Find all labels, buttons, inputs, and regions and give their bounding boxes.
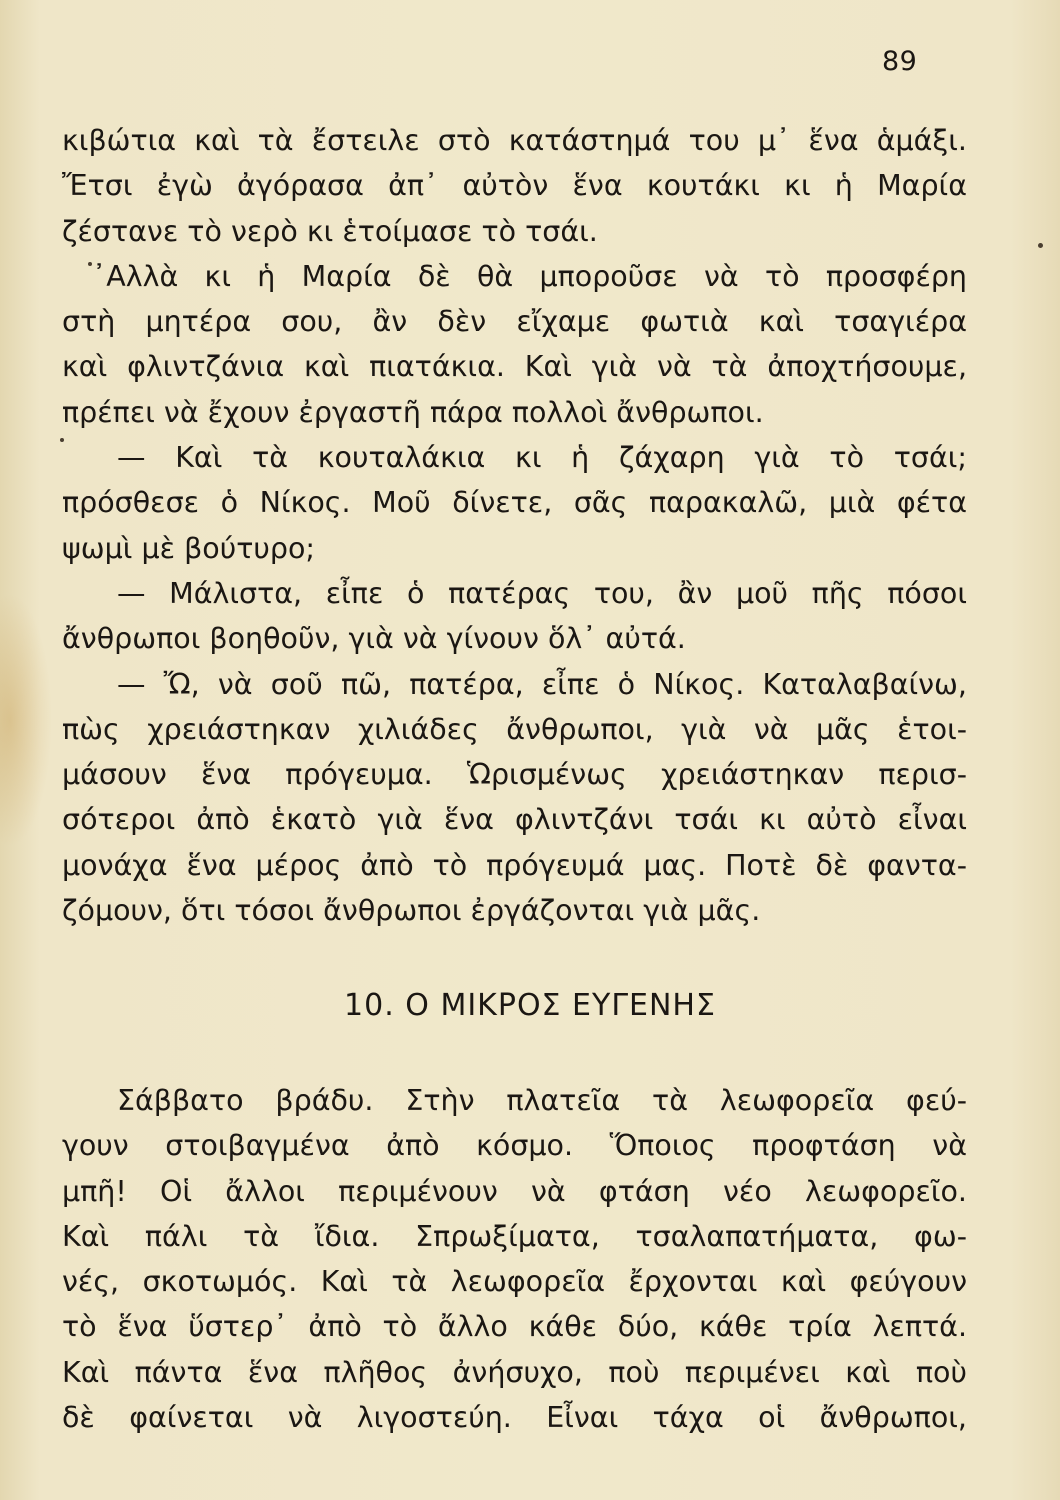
text-line: μονάχα ἕνα μέρος ἀπὸ τὸ πρόγευμά μας. Ποτὲ δὲ φαντα- <box>62 848 967 882</box>
text-line: καὶ φλιντζάνια καὶ πιατάκια. Καὶ γιὰ νὰ τὰ ἀποχτήσουμε, <box>62 350 967 384</box>
text-line: ζόμουν, ὅτι τόσοι ἄνθρωποι ἐργάζονται γιὰ μᾶς. <box>62 894 761 928</box>
text-line: ζέστανε τὸ νερὸ κι ἑτοίμασε τὸ τσάι. <box>62 214 598 248</box>
text-line: πρόσθεσε ὁ Νίκος. Μοῦ δίνετε, σᾶς παρακαλῶ, μιὰ φέτα <box>62 486 967 520</box>
text-block-chapter <box>62 1078 967 1440</box>
speck-mark <box>1038 243 1043 248</box>
text-block-continuation <box>62 118 967 933</box>
text-line: νές, σκοτωμός. Καὶ τὰ λεωφορεῖα ἔρχονται καὶ φεύγουν <box>62 1265 967 1299</box>
text-line: — Ὤ, νὰ σοῦ πῶ, πατέρα, εἶπε ὁ Νίκος. Καταλαβαίνω, <box>117 667 967 701</box>
text-line: δὲ φαίνεται νὰ λιγοστεύη. Εἶναι τάχα οἱ ἄνθρωποι, <box>62 1401 967 1435</box>
speck-mark <box>88 262 92 266</box>
text-line: στὴ μητέρα σου, ἂν δὲν εἴχαμε φωτιὰ καὶ τσαγιέρα <box>62 305 967 339</box>
text-line: Ἔτσι ἐγὼ ἀγόρασα ἀπ᾽ αὐτὸν ἕνα κουτάκι κι ἡ Μαρία <box>62 169 967 203</box>
text-line: σότεροι ἀπὸ ἑκατὸ γιὰ ἕνα φλιντζάνι τσάι κι αὐτὸ εἶναι <box>62 803 967 837</box>
text-line: Καὶ πάλι τὰ ἴδια. Σπρωξίματα, τσαλαπατήματα, φω- <box>62 1219 967 1253</box>
text-line: κιβώτια καὶ τὰ ἔστειλε στὸ κατάστημά του μ᾽ ἕνα ἁμάξι. <box>62 124 967 157</box>
chapter-heading: 10. Ο ΜΙΚΡΟΣ ΕΥΓΕΝΗΣ <box>344 988 716 1023</box>
text-line: μάσουν ἕνα πρόγευμα. Ὡρισμένως χρειάστηκαν περισ- <box>62 758 967 792</box>
text-line: μπῆ! Οἱ ἄλλοι περιμένουν νὰ φτάση νέο λεωφορεῖο. <box>62 1174 967 1208</box>
text-line: ψωμὶ μὲ βούτυρο; <box>62 531 315 565</box>
text-line: γουν στοιβαγμένα ἀπὸ κόσμο. Ὅποιος προφτάση νὰ <box>62 1129 967 1163</box>
text-line: τὸ ἕνα ὕστερ᾽ ἀπὸ τὸ ἄλλο κάθε δύο, κάθε τρία λεπτά. <box>62 1310 967 1344</box>
speck-mark <box>60 438 64 442</box>
text-line: — Καὶ τὰ κουταλάκια κι ἡ ζάχαρη γιὰ τὸ τσάι; <box>117 441 967 475</box>
text-line: πὼς χρειάστηκαν χιλιάδες ἄνθρωποι, γιὰ νὰ μᾶς ἑτοι- <box>62 712 967 746</box>
text-line: Καὶ πάντα ἕνα πλῆθος ἀνήσυχο, ποὺ περιμένει καὶ ποὺ <box>62 1355 967 1389</box>
text-line: Σάββατο βράδυ. Στὴν πλατεῖα τὰ λεωφορεῖα φεύ- <box>117 1084 967 1117</box>
text-line: — Μάλιστα, εἶπε ὁ πατέρας του, ἂν μοῦ πῆς πόσοι <box>117 576 967 610</box>
text-line: ἄνθρωποι βοηθοῦν, γιὰ νὰ γίνουν ὅλ᾽ αὐτά. <box>62 622 686 656</box>
page-number: 89 <box>882 46 918 77</box>
text-line: ᾽Αλλὰ κι ἡ Μαρία δὲ θὰ μποροῦσε νὰ τὸ προσφέρη <box>92 259 967 293</box>
text-line: πρέπει νὰ ἔχουν ἐργαστῆ πάρα πολλοὶ ἄνθρωποι. <box>62 395 764 429</box>
